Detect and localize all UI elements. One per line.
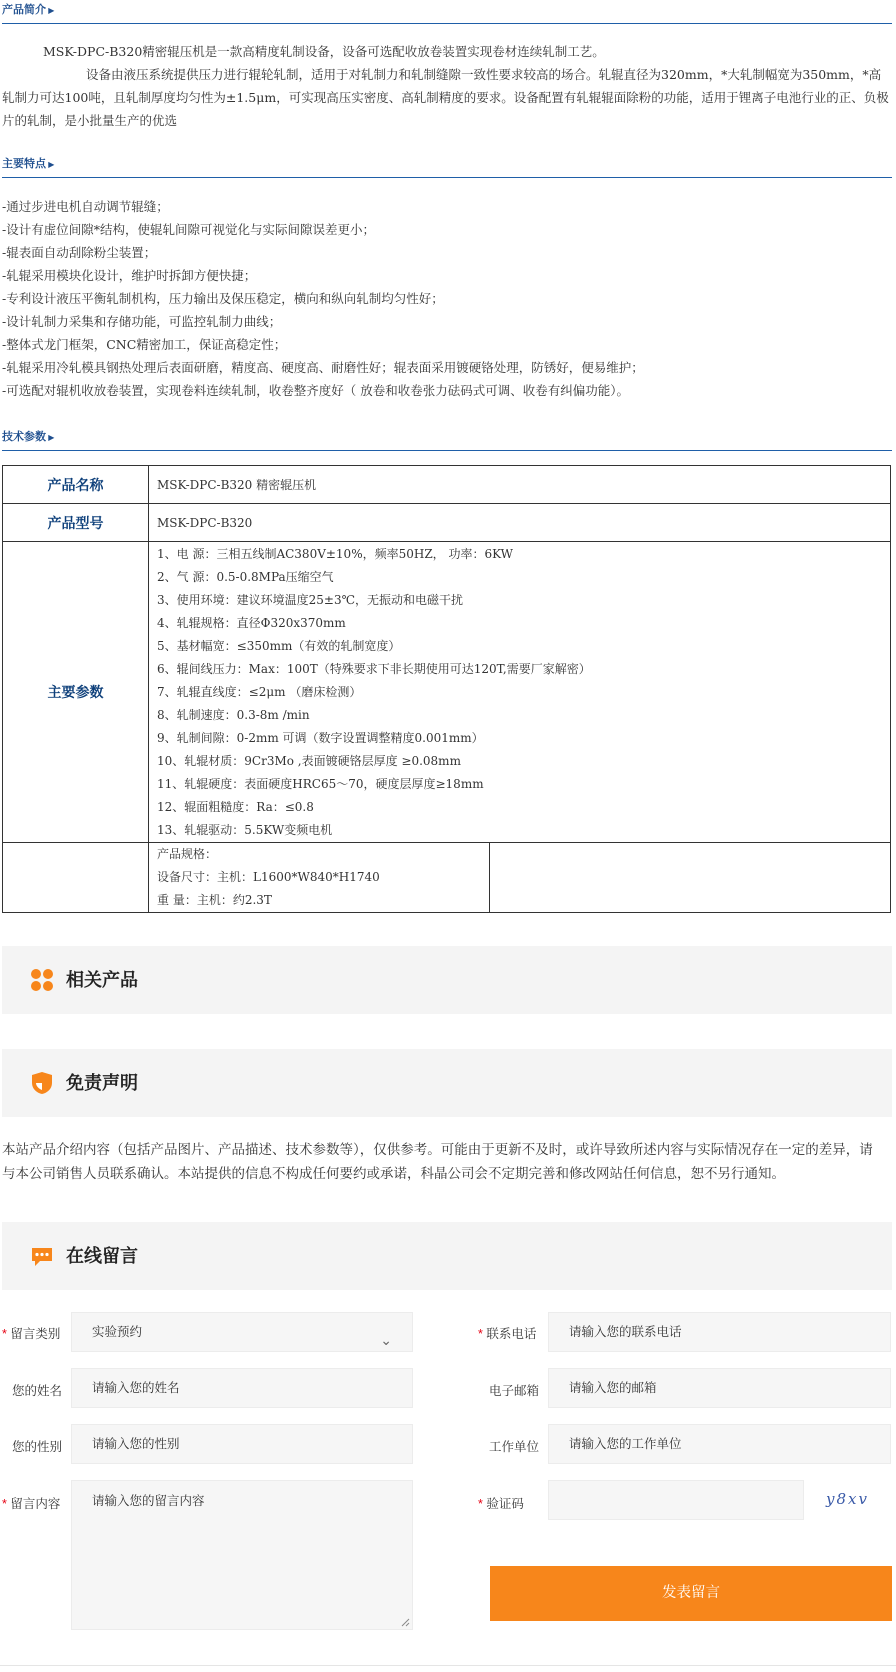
feature-item: -辊表面自动刮除粉尘装置； bbox=[2, 245, 157, 260]
gender-label: 您的性别 bbox=[12, 1440, 63, 1454]
param-line: 2、气 源：0.5-0.8MPa压缩空气 bbox=[157, 570, 334, 584]
company-field[interactable]: 请输入您的工作单位 bbox=[548, 1424, 891, 1464]
grid-icon bbox=[30, 968, 54, 992]
intro-paragraph: MSK-DPC-B320精密辊压机是一款高精度轧制设备，设备可选配收放卷装置实现卷材连续轧制工艺。 bbox=[43, 44, 605, 59]
email-field[interactable]: 请输入您的邮箱 bbox=[548, 1368, 891, 1408]
intro-paragraph: 设备由液压系统提供压力进行辊轮轧制，适用于对轧制力和轧制缝隙一致性要求较高的场合。轧辊直径为320mm，*大轧制幅宽为350mm，*高轧制力可达100吨，且轧制厚度均匀性为±1.5μm，可实现高压实密度、高轧制精度的要求。设备配置有轧辊辊面除粉的功能，适用于锂离子电池行业的正、负极片的轧制，是小批量生产的优选 bbox=[2, 67, 889, 128]
param-line: 13、轧辊驱动：5.5KW变频电机 bbox=[157, 823, 333, 837]
name-label: 您的姓名 bbox=[12, 1384, 63, 1398]
footer-divider bbox=[0, 1665, 896, 1666]
message-bar bbox=[2, 1222, 892, 1290]
section-title-features: 主要特点 ▶ bbox=[2, 158, 54, 170]
param-line: 1、电 源：三相五线制AC380V±10%，频率50HZ， 功率：6KW bbox=[157, 547, 513, 561]
param-line: 7、轧辊直线度：≤2μm （磨床检测） bbox=[157, 685, 362, 699]
captcha-image[interactable]: y8xv bbox=[826, 1490, 869, 1508]
phone-field[interactable]: 请输入您的联系电话 bbox=[548, 1312, 891, 1352]
spec-label-params: 主要参数 bbox=[3, 542, 149, 843]
content-label: * 留言内容 bbox=[2, 1497, 61, 1511]
extra-line: 产品规格： bbox=[157, 847, 218, 861]
feature-item: -轧辊采用冷轧模具钢热处理后表面研磨，精度高、硬度高、耐磨性好；辊表面采用镀硬铬处理，防锈好，便易维护； bbox=[2, 360, 644, 375]
spec-value-name: MSK-DPC-B320 精密辊压机 bbox=[149, 466, 891, 504]
captcha-label: * 验证码 bbox=[478, 1497, 524, 1511]
param-line: 8、轧制速度：0.3-8m /min bbox=[157, 708, 310, 722]
phone-label: * 联系电话 bbox=[478, 1327, 537, 1341]
feature-item: -设计有虚位间隙*结构，使辊轧间隙可视觉化与实际间隙误差更小； bbox=[2, 222, 375, 237]
spec-empty-cell bbox=[490, 843, 891, 913]
spec-extra-cell bbox=[149, 843, 490, 913]
name-field[interactable]: 请输入您的姓名 bbox=[71, 1368, 413, 1408]
chat-icon bbox=[30, 1244, 54, 1268]
chevron-down-icon: ⌄ bbox=[380, 1332, 392, 1348]
resize-handle-icon[interactable] bbox=[401, 1618, 410, 1627]
feature-item: -专利设计液压平衡轧制机构，压力输出及保压稳定，横向和纵向轧制均匀性好； bbox=[2, 291, 444, 306]
spec-label-model: 产品型号 bbox=[3, 504, 149, 542]
message-title: 在线留言 bbox=[66, 1246, 138, 1266]
section-header-features bbox=[2, 154, 892, 178]
param-line: 5、基材幅宽：≤350mm（有效的轧制宽度） bbox=[157, 639, 401, 653]
submit-button[interactable]: 发表留言 bbox=[490, 1566, 892, 1621]
param-line: 9、轧制间隙：0-2mm 可调（数字设置调整精度0.001mm） bbox=[157, 731, 484, 745]
section-header-params bbox=[2, 427, 892, 451]
related-products-title: 相关产品 bbox=[66, 970, 138, 990]
content-textarea[interactable]: 请输入您的留言内容 bbox=[71, 1480, 413, 1630]
feature-item: -通过步进电机自动调节辊缝； bbox=[2, 199, 169, 214]
extra-line: 重 量：主机：约2.3T bbox=[157, 893, 272, 907]
spec-label-name: 产品名称 bbox=[3, 466, 149, 504]
param-line: 11、轧辊硬度：表面硬度HRC65～70，硬度层厚度≥18mm bbox=[157, 777, 484, 791]
param-line: 4、轧辊规格：直径Φ320x370mm bbox=[157, 616, 346, 630]
spec-value-model: MSK-DPC-B320 bbox=[149, 504, 891, 542]
spec-row-model bbox=[3, 504, 891, 542]
extra-line: 设备尺寸：主机：L1600*W840*H1740 bbox=[157, 870, 380, 884]
gender-field[interactable]: 请输入您的性别 bbox=[71, 1424, 413, 1464]
spec-row-extra bbox=[3, 843, 891, 913]
spec-params-cell bbox=[149, 542, 891, 843]
section-title-params: 技术参数 ▶ bbox=[2, 431, 54, 443]
spec-row-name bbox=[3, 466, 891, 504]
category-select[interactable]: 实验预约 ⌄ bbox=[71, 1312, 413, 1352]
feature-item: -整体式龙门框架，CNC精密加工，保证高稳定性； bbox=[2, 337, 287, 352]
features-list bbox=[2, 195, 892, 402]
disclaimer-text: 本站产品介绍内容（包括产品图片、产品描述、技术参数等），仅供参考。可能由于更新不及时，或许导致所述内容与实际情况存在一定的差异，请与本公司销售人员联系确认。本站提供的信息不构成任何要约或承诺，科晶公司会不定期完善和修改网站任何信息，恕不另行通知。 bbox=[2, 1142, 873, 1181]
param-line: 10、轧辊材质：9Cr3Mo ,表面镀硬铬层厚度 ≥0.08mm bbox=[157, 754, 461, 768]
param-line: 12、辊面粗糙度：Ra：≤0.8 bbox=[157, 800, 314, 814]
category-label: * 留言类别 bbox=[2, 1327, 61, 1341]
feature-item: -可选配对辊机收放卷装置，实现卷料连续轧制，收卷整齐度好（ 放卷和收卷张力砝码式可调、收卷有纠偏功能）。 bbox=[2, 383, 629, 398]
email-label: 电子邮箱 bbox=[489, 1384, 540, 1398]
feature-item: -设计轧制力采集和存储功能，可监控轧制力曲线； bbox=[2, 314, 282, 329]
disclaimer-bar bbox=[2, 1049, 892, 1117]
section-title-intro: 产品简介 ▶ bbox=[2, 4, 54, 16]
company-label: 工作单位 bbox=[489, 1440, 540, 1454]
related-products-bar bbox=[2, 946, 892, 1014]
feature-item: -轧辊采用模块化设计，维护时拆卸方便快捷； bbox=[2, 268, 257, 283]
spec-table bbox=[2, 465, 891, 913]
shield-icon bbox=[30, 1071, 54, 1095]
section-header-intro bbox=[2, 0, 892, 24]
param-line: 6、辊间线压力：Max：100T（特殊要求下非长期使用可达120T,需要厂家解密） bbox=[157, 662, 591, 676]
spec-row-params bbox=[3, 542, 891, 843]
spec-empty-cell bbox=[3, 843, 149, 913]
captcha-field[interactable] bbox=[548, 1480, 804, 1520]
disclaimer-title: 免责声明 bbox=[66, 1073, 138, 1093]
intro-text bbox=[2, 40, 892, 132]
param-line: 3、使用环境：建议环境温度25±3℃，无振动和电磁干扰 bbox=[157, 593, 464, 607]
